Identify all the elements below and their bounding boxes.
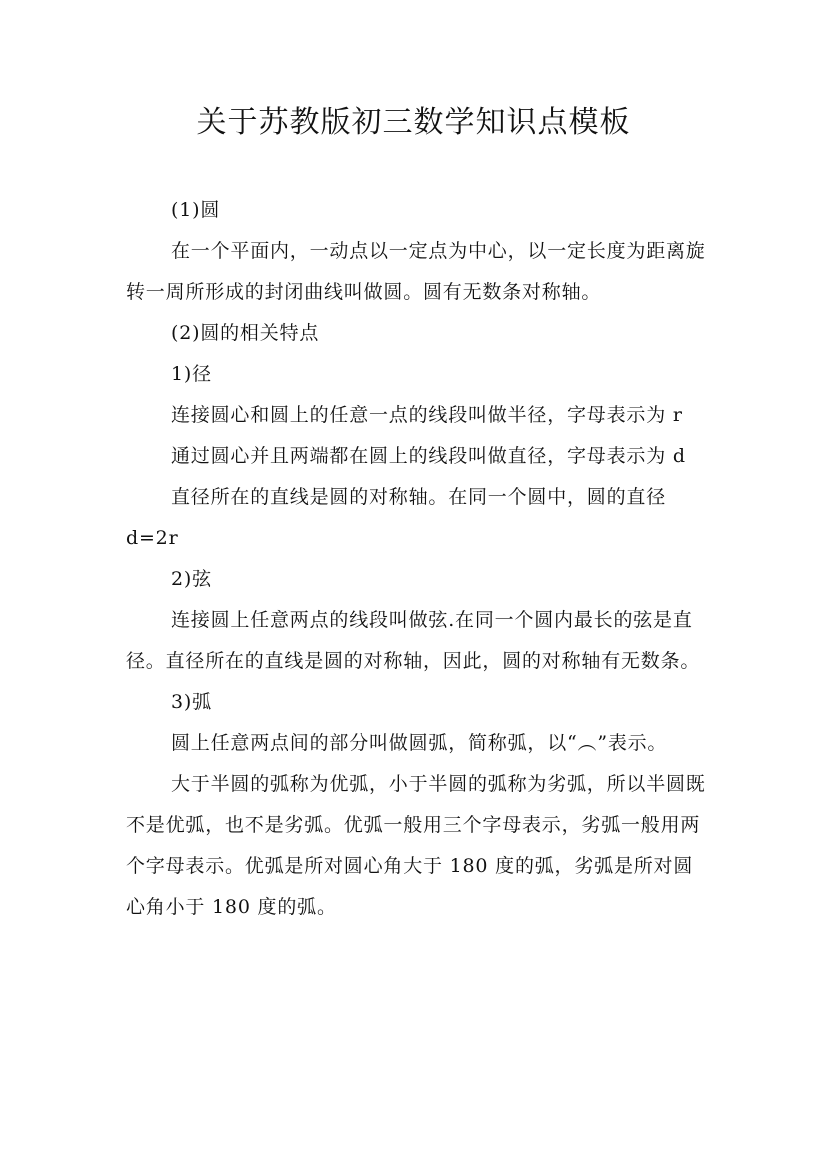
- subsection-heading-chord: 2)弦: [171, 568, 212, 590]
- document-body: [126, 190, 708, 928]
- paragraph-radius: 连接圆心和圆上的任意一点的线段叫做半径，字母表示为 r: [171, 404, 683, 426]
- subsection-heading-arc: 3)弧: [171, 691, 212, 713]
- paragraph-diameter-axis: 直径所在的直线是圆的对称轴。在同一个圆中，圆的直径 d=2r: [126, 486, 667, 549]
- paragraph-major-minor-arc: 大于半圆的弧称为优弧，小于半圆的弧称为劣弧，所以半圆既不是优弧，也不是劣弧。优弧一般用三个字母表示，劣弧一般用两个字母表示。优弧是所对圆心角大于 180 度的弧，劣弧是所对圆心角小于 180 度的弧。: [126, 773, 706, 918]
- paragraph-arc: 圆上任意两点间的部分叫做圆弧，简称弧，以“︵”表示。: [171, 732, 668, 754]
- section-heading-circle: (1)圆: [171, 199, 221, 221]
- paragraph-circle-definition: 在一个平面内，一动点以一定点为中心，以一定长度为距离旋转一周所形成的封闭曲线叫做圆。圆有无数条对称轴。: [126, 240, 706, 303]
- subsection-heading-radius: 1)径: [171, 363, 212, 385]
- paragraph-diameter: 通过圆心并且两端都在圆上的线段叫做直径，字母表示为 d: [171, 445, 686, 467]
- paragraph-chord: 连接圆上任意两点的线段叫做弦.在同一个圆内最长的弦是直径。直径所在的直线是圆的对称轴，因此，圆的对称轴有无数条。: [126, 609, 701, 672]
- section-heading-circle-features: (2)圆的相关特点: [171, 322, 320, 344]
- document-title: 关于苏教版初三数学知识点模板: [196, 105, 631, 140]
